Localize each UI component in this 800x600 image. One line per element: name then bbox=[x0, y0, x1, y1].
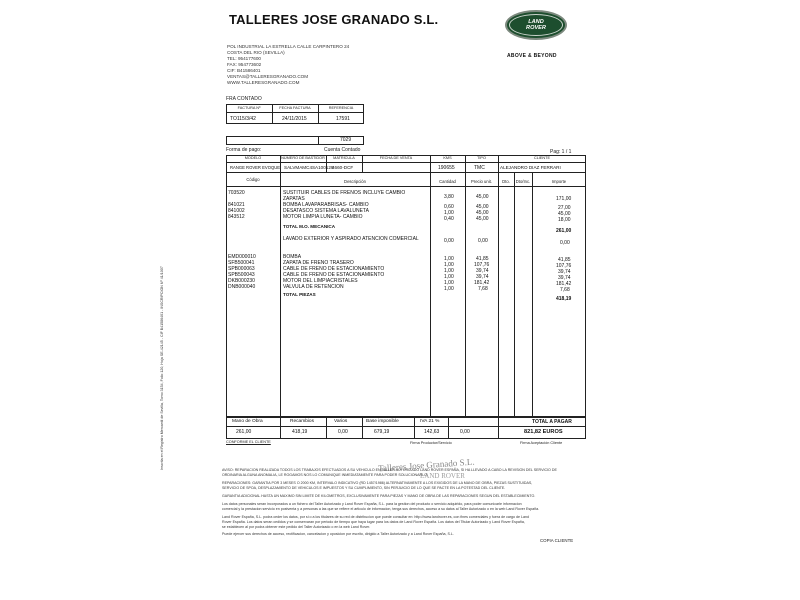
line-description: ZAPATA DE FRENO TRASERO bbox=[283, 260, 354, 266]
col-price-label: Precio unit. bbox=[471, 179, 492, 184]
legal-text: REPARACIONES: GARANTIA POR 3 MESES O 2000 KM, INTERVALO INDICATIVO (RD 1457/1986) ALTERNATIVAMENTE A LOS EXIGIDOS DE LA MANO DE OBRA, PIEZAS SUSTITUIDAS, bbox=[222, 481, 533, 485]
line-price: 0,00 bbox=[478, 238, 488, 244]
line-description: SUSTITUIR CABLES DE FRENOS INCLUYE CAMBIO bbox=[283, 190, 406, 196]
line-code: 843512 bbox=[228, 214, 245, 220]
line-amount: 39,74 bbox=[558, 275, 571, 281]
line-code: SFB500041 bbox=[228, 260, 255, 266]
address-line: CIF: B41586401 bbox=[227, 68, 261, 73]
labour-total-label: TOTAL M.O. MECANICA bbox=[283, 224, 336, 229]
address-line: COSTA DEL RIO (SEVILLA) bbox=[227, 50, 285, 55]
col-code-label: Código bbox=[246, 177, 260, 182]
total-parts: 418,19 bbox=[292, 429, 308, 435]
line-quantity: 0,40 bbox=[444, 216, 454, 222]
line-code: 841021 bbox=[228, 202, 245, 208]
col-quantity-label: Cantidad bbox=[439, 179, 456, 184]
invoice-date-label: FECHA FACTURA bbox=[279, 106, 311, 110]
vat-amount: 142,63 bbox=[424, 429, 440, 435]
legal-text: SERVICIO DE SPOA, DESPLAZAMIENTO DE VEHICULOS E IMPUESTOS Y SU CUMPLIMIENTO, SIN PERJUICIO DE LO QUE SE PACTE EN LA POTESTAD DEL CLIENTE. bbox=[222, 486, 506, 490]
invoice-number: TO115/3/42 bbox=[230, 116, 256, 122]
line-price: 7,68 bbox=[478, 286, 488, 292]
registry-side-text: Inscrita en el Registro Mercantil de Sevilla, Tomo 3154, Folio 120, Hoja SE-42145 - CIF B41586401 - INSCRIPCION Nº 41/1007 bbox=[160, 266, 164, 470]
legal-text: ORDINARIA ALGUNA ANOMALIA, LE ROGAMOS NOS LO COMUNIQUE INMEDIATAMENTE PARA PODER SOLUCIONARLO. bbox=[222, 473, 428, 477]
vehicle-vin: SALVMAMC4SA100129 bbox=[284, 165, 334, 170]
line-description: BOMBA LAVAPARABRISAS- CAMBIO bbox=[283, 202, 369, 208]
line-description: BOMBA bbox=[283, 254, 302, 260]
total-misc: 0,00 bbox=[338, 429, 348, 435]
invoice-reference-label: REFERENCIA bbox=[328, 106, 354, 110]
line-code: SPB500043 bbox=[228, 272, 255, 278]
line-code: DKB000230 bbox=[228, 278, 255, 284]
legal-text: Rover España. Los datos seran cedidos y se conservaran por periodo de tiempo que haya lugar para los datos de Land Rover España. Los datos del Titular Autorizado y Land Rover España, bbox=[222, 520, 525, 524]
total-labour-label: Mano de Obra bbox=[232, 419, 263, 424]
copy-label: COPIA CLIENTE bbox=[540, 538, 574, 543]
address-line: WWW.TALLERESGRANADO.COM bbox=[227, 80, 300, 85]
line-quantity: 1,00 bbox=[444, 268, 454, 274]
line-description: LAVADO EXTERIOR Y ASPIRADO ATENCION COMERCIAL bbox=[283, 236, 419, 242]
line-price: 45,00 bbox=[476, 210, 489, 216]
line-quantity: 1,00 bbox=[444, 210, 454, 216]
logo-text-bottom: ROVER bbox=[526, 25, 546, 31]
company-stamp: Talleres Jose Granado S.L. bbox=[377, 456, 475, 474]
line-code: 841002 bbox=[228, 208, 245, 214]
total-parts-label: Recambios bbox=[290, 419, 314, 424]
total-due-label: TOTAL A PAGAR bbox=[532, 419, 572, 425]
legal-text: Los datos personales seran incorporados a un fichero del Taller Autorizado y Land Rover España, S.L. para la gestion del producto o servicio adquirido, para poder comunicarle informacion bbox=[222, 502, 522, 506]
vehicle-plate-label: MATRÍCULA bbox=[333, 156, 355, 160]
tax-base: 679,19 bbox=[374, 429, 390, 435]
line-description: MOTOR LIMPIA LUNETA- CAMBIO bbox=[283, 214, 363, 220]
line-price: 41,85 bbox=[476, 256, 489, 262]
line-code: DNB000040 bbox=[228, 284, 256, 290]
line-code: SPB000063 bbox=[228, 266, 255, 272]
address-line: VENTAS@TALLERESGRANADO.COM bbox=[227, 74, 309, 79]
labour-total: 261,00 bbox=[556, 228, 572, 234]
legal-text: Land Rover España, S.L. podra ceder los datos, por si o a los titulares de su red de distribucion que puede consultar en: http://www.landrover.es, con fines comerciales y fuera de cargo de Land bbox=[222, 515, 530, 519]
address-line: POL INDUSTRIAL LA ESTRELLA CALLE CARPINTERO 24 bbox=[227, 44, 350, 49]
signature-left-label: Firma Productor/Servicio bbox=[410, 441, 452, 445]
vehicle-kms: 190655 bbox=[438, 165, 455, 171]
logo-text-top: LAND bbox=[528, 19, 544, 25]
line-amount: 41,85 bbox=[558, 257, 571, 263]
line-amount: 171,00 bbox=[556, 196, 572, 202]
line-code: EMD000010 bbox=[228, 254, 256, 260]
invoice-code: 7029 bbox=[340, 137, 352, 143]
line-price: 181,42 bbox=[474, 280, 490, 286]
line-description: MOTOR DEL LIMPIACRISTALES bbox=[283, 278, 358, 284]
company-stamp-brand: LAND ROVER bbox=[420, 472, 465, 480]
total-labour: 261,00 bbox=[236, 429, 252, 435]
address-line: FAX: 954773602 bbox=[227, 62, 262, 67]
line-price: 107,76 bbox=[474, 262, 490, 268]
line-quantity: 1,00 bbox=[444, 256, 454, 262]
legal-text: GARANTIA ADICIONAL HASTA UN MAXIMO SIN LIMITE DE KILOMETROS, EXCLUSIVAMENTE PARA PIEZAS Y MANO DE OBRA DE LAS REPARACIONES SEGUN DEL ESTABLECIMIENTO. bbox=[222, 494, 536, 498]
total-due: 821,82 EUROS bbox=[524, 429, 563, 435]
total-extra: 0,00 bbox=[460, 429, 470, 435]
line-amount: 27,00 bbox=[558, 205, 571, 211]
page-number: Pag: 1 / 1 bbox=[550, 149, 572, 155]
vehicle-model: RANGE ROVER EVOQUE bbox=[230, 165, 281, 170]
invoice-type: FRA CONTADO bbox=[226, 96, 262, 102]
payment-label: Forma de pago: bbox=[226, 147, 262, 153]
company-name: TALLERES JOSE GRANADO S.L. bbox=[229, 12, 439, 27]
tax-base-label: Base imponible bbox=[366, 419, 399, 424]
vehicle-type: TMC bbox=[474, 165, 485, 171]
col-discount-inc-label: Dto/Inc. bbox=[515, 179, 531, 184]
line-amount: 181,42 bbox=[556, 281, 572, 287]
parts-total: 418,19 bbox=[556, 296, 572, 302]
vehicle-client: ALEJANDRO DIAZ FERRARI bbox=[500, 165, 561, 170]
line-quantity: 0,00 bbox=[444, 238, 454, 244]
address-line: TEL: 954177600 bbox=[227, 56, 261, 61]
line-description: CABLE DE FRENO DE ESTACIONAMIENTO bbox=[283, 266, 385, 272]
signature-right-label: Firma Aceptación Cliente bbox=[520, 441, 563, 445]
line-price: 39,74 bbox=[476, 274, 489, 280]
payment-value: Cuenta Contado bbox=[324, 147, 361, 153]
col-discount-label: Dto. bbox=[502, 179, 510, 184]
line-quantity: 0,60 bbox=[444, 204, 454, 210]
line-code: 703520 bbox=[228, 190, 245, 196]
line-description: VALVULA DE RETENCION bbox=[283, 284, 344, 290]
line-price: 45,00 bbox=[476, 216, 489, 222]
vehicle-type-label: TIPO bbox=[477, 156, 486, 160]
line-description: ZAPATAS bbox=[283, 196, 305, 202]
line-amount: 39,74 bbox=[558, 269, 571, 275]
vehicle-vin-label: NÚMERO DE BASTIDOR bbox=[281, 156, 325, 160]
vehicle-kms-label: KMS bbox=[443, 156, 452, 160]
brand-tagline: ABOVE & BEYOND bbox=[507, 53, 557, 59]
line-price: 45,00 bbox=[476, 194, 489, 200]
legal-text: se establecen al por podra obtener este pedido del Taller Autorizado o en la web Land Rover. bbox=[222, 525, 371, 529]
line-amount: 0,00 bbox=[560, 240, 570, 246]
line-amount: 45,00 bbox=[558, 211, 571, 217]
vehicle-client-label: CLIENTE bbox=[533, 156, 551, 160]
parts-total-label: TOTAL PIEZAS bbox=[283, 292, 316, 297]
legal-text: Puede ejercer sus derechos de acceso, rectificacion, cancelacion y oposicion por escrito, dirigido a Taller Autorizado y a Land Rover España, S.L. bbox=[222, 532, 454, 536]
line-amount: 18,00 bbox=[558, 217, 571, 223]
col-amount-label: Importe bbox=[551, 179, 567, 184]
vehicle-plate: 4660-DCF bbox=[332, 165, 354, 170]
line-quantity: 1,00 bbox=[444, 280, 454, 286]
land-rover-logo bbox=[505, 10, 567, 40]
vehicle-model-label: MODELO bbox=[244, 156, 262, 160]
invoice-date: 24/11/2015 bbox=[282, 116, 307, 122]
line-quantity: 1,00 bbox=[444, 262, 454, 268]
line-description: DESATASCO SISTEMA LAVALUNETA bbox=[283, 208, 369, 214]
legal-text: AVISO: REPARACION REALIZADA TODOS LOS TRABAJOS EFECTUADOS A SU VEHICULO EN TALLER AUTORIZADO LAND ROVER ESPAÑA, SI HA LLEVADO A CABO LA REVISION DEL SERVICIO DE bbox=[222, 468, 557, 472]
line-price: 39,74 bbox=[476, 268, 489, 274]
line-description: CABLE DE FRENO DE ESTACIONAMIENTO bbox=[283, 272, 385, 278]
invoice-reference: 17591 bbox=[336, 116, 350, 122]
line-quantity: 1,00 bbox=[444, 274, 454, 280]
vat-label: IVA 21 % bbox=[420, 419, 440, 424]
line-quantity: 3,80 bbox=[444, 194, 454, 200]
client-approval-label: CONFORME EL CLIENTE bbox=[226, 440, 271, 444]
line-price: 45,00 bbox=[476, 204, 489, 210]
total-misc-label: Varios bbox=[334, 419, 348, 424]
vehicle-sale-date-label: FECHA DE VENTA bbox=[379, 156, 413, 160]
legal-text: comercial y la prestacion servicio en postventa y a personas a las que se refiere el articulo de informacion, tenga sus derechos, acceso a su datos al Taller Autorizado o en la web Land Rover España. bbox=[222, 507, 540, 511]
line-quantity: 1,00 bbox=[444, 286, 454, 292]
line-amount: 107,76 bbox=[556, 263, 572, 269]
line-amount: 7,68 bbox=[560, 287, 570, 293]
invoice-number-label: FACTURA Nº bbox=[237, 106, 261, 110]
col-description-label: Descripción bbox=[344, 179, 366, 184]
